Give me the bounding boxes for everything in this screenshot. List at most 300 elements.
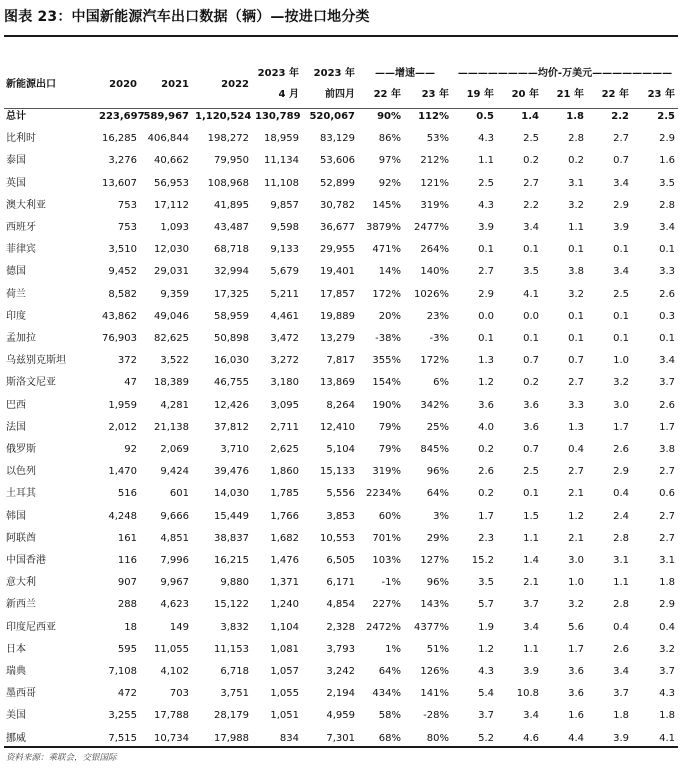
table-cell: 3% <box>433 510 449 522</box>
table-cell: 0.2 <box>523 155 539 167</box>
table-cell: 140% <box>420 266 449 278</box>
table-cell: 0.1 <box>568 310 584 322</box>
table-cell: 130,789 <box>255 111 301 122</box>
table-cell: 172% <box>372 288 401 300</box>
table-cell: 11,134 <box>264 155 299 167</box>
table-cell: 141% <box>420 688 449 700</box>
table-cell: 372 <box>117 355 137 367</box>
table-row <box>4 306 678 328</box>
table-cell: 907 <box>117 577 137 589</box>
table-cell: 1.9 <box>478 621 494 633</box>
table-cell: 3,255 <box>108 710 137 722</box>
table-cell: 0.4 <box>568 444 584 456</box>
table-cell: 0.2 <box>478 444 494 456</box>
table-row <box>4 261 678 283</box>
table-cell: 2.4 <box>613 510 629 522</box>
table-cell: 9,666 <box>160 510 189 522</box>
table-cell: 1,682 <box>270 532 299 544</box>
table-cell: 3.4 <box>523 710 539 722</box>
row-name: 乌兹别克斯坦 <box>6 355 66 367</box>
table-cell: 3.6 <box>568 688 584 700</box>
table-cell: 3.2 <box>568 288 584 300</box>
table-cell: 0.4 <box>613 621 629 633</box>
table-cell: 49,046 <box>154 310 189 322</box>
col-2021: 2021 <box>161 79 189 90</box>
table-cell: 97% <box>378 155 401 167</box>
table-cell: 0.1 <box>568 244 584 256</box>
table-cell: 127% <box>420 555 449 567</box>
top-rule <box>4 35 678 37</box>
row-name: 孟加拉 <box>6 333 36 345</box>
table-cell: 7,996 <box>160 555 189 567</box>
table-cell: 40,662 <box>154 155 189 167</box>
table-cell: 0.1 <box>478 244 494 256</box>
table-cell: 28,179 <box>214 710 249 722</box>
table-row <box>4 528 678 550</box>
table-cell: 9,452 <box>108 266 137 278</box>
table-cell: 4,851 <box>160 532 189 544</box>
table-cell: 1.1 <box>478 155 494 167</box>
table-cell: 1.2 <box>478 377 494 389</box>
table-cell: 5.4 <box>478 688 494 700</box>
table-cell: 96% <box>426 466 449 478</box>
table-cell: 1.0 <box>613 355 629 367</box>
row-name: 韩国 <box>6 510 26 522</box>
row-name: 阿联酋 <box>6 532 36 544</box>
table-row <box>4 661 678 683</box>
table-cell: 0.1 <box>659 333 675 345</box>
table-cell: 212% <box>420 155 449 167</box>
table-cell: 51% <box>426 643 449 655</box>
table-cell: 845% <box>420 444 449 456</box>
row-name: 土耳其 <box>6 488 36 500</box>
table-cell: 198,272 <box>207 133 249 145</box>
table-row <box>4 395 678 417</box>
row-name: 法国 <box>6 421 26 433</box>
table-cell: 64% <box>378 666 401 678</box>
table-cell: 223,697 <box>99 111 145 122</box>
table-cell: 0.7 <box>613 155 629 167</box>
table-cell: 1,860 <box>270 466 299 478</box>
table-cell: 52,899 <box>320 177 355 189</box>
table-cell: 0.2 <box>568 155 584 167</box>
table-cell: 2.1 <box>568 488 584 500</box>
row-name: 菲律宾 <box>6 244 36 256</box>
table-cell: 0.0 <box>478 310 494 322</box>
table-cell: 11,153 <box>214 643 249 655</box>
table-cell: 58% <box>378 710 401 722</box>
table-cell: 25% <box>426 421 449 433</box>
table-cell: 2.6 <box>478 466 494 478</box>
col-price-21: 21 年 <box>556 89 584 100</box>
table-cell: 227% <box>372 599 401 611</box>
table-cell: 2.6 <box>613 444 629 456</box>
table-cell: 1,240 <box>270 599 299 611</box>
row-name: 日本 <box>6 643 26 655</box>
table-cell: 13,869 <box>320 377 355 389</box>
table-cell: 0.0 <box>523 310 539 322</box>
col-2022: 2022 <box>221 79 249 90</box>
table-cell: 1026% <box>414 288 449 300</box>
row-name: 英国 <box>6 177 26 189</box>
table-cell: 43,487 <box>214 222 249 234</box>
table-cell: 13,279 <box>320 333 355 345</box>
table-cell: 18,389 <box>154 377 189 389</box>
table-cell: 92% <box>378 177 401 189</box>
table-cell: 3.2 <box>568 199 584 211</box>
table-cell: 2.5 <box>523 466 539 478</box>
table-cell: 14,030 <box>214 488 249 500</box>
table-cell: 53,606 <box>320 155 355 167</box>
table-cell: 2.1 <box>568 532 584 544</box>
table-cell: 1,051 <box>270 710 299 722</box>
table-row <box>4 217 678 239</box>
table-cell: 29,955 <box>320 244 355 256</box>
row-name: 新西兰 <box>6 599 36 611</box>
row-label-header: 新能源出口 <box>6 79 56 90</box>
table-cell: 1.1 <box>523 532 539 544</box>
table-cell: 319% <box>420 199 449 211</box>
row-name: 澳大利亚 <box>6 199 46 211</box>
table-row <box>4 705 678 727</box>
table-cell: 20% <box>378 310 401 322</box>
row-name: 印度尼西亚 <box>6 621 56 633</box>
table-cell: 143% <box>420 599 449 611</box>
table-cell: -1% <box>381 577 401 589</box>
table-row <box>4 195 678 217</box>
table-cell: 79,950 <box>214 155 249 167</box>
table-cell: 1.0 <box>568 577 584 589</box>
table-cell: 4.4 <box>568 732 584 744</box>
table-cell: 12,410 <box>320 421 355 433</box>
table-cell: 3.2 <box>659 643 675 655</box>
table-cell: 2,012 <box>108 421 137 433</box>
row-name: 德国 <box>6 266 26 278</box>
row-name: 印度 <box>6 310 26 322</box>
table-cell: 0.1 <box>478 333 494 345</box>
table-cell: 3.8 <box>659 444 675 456</box>
table-cell: 149 <box>169 621 189 633</box>
table-cell: 2.9 <box>613 466 629 478</box>
table-cell: 3.4 <box>523 222 539 234</box>
col-price-19: 19 年 <box>466 89 494 100</box>
table-cell: 701% <box>372 532 401 544</box>
table-cell: 1.8 <box>659 710 675 722</box>
table-cell: 3.9 <box>523 666 539 678</box>
table-cell: 3.3 <box>568 399 584 411</box>
table-cell: 1.3 <box>568 421 584 433</box>
table-cell: 43,862 <box>102 310 137 322</box>
table-cell: 1,055 <box>270 688 299 700</box>
table-cell: 5.6 <box>568 621 584 633</box>
table-cell: 1.3 <box>478 355 494 367</box>
table-cell: 3,853 <box>326 510 355 522</box>
col-price-23: 23 年 <box>647 89 675 100</box>
table-cell: 7,515 <box>108 732 137 744</box>
table-cell: 3,510 <box>108 244 137 256</box>
table-cell: 753 <box>117 222 137 234</box>
table-cell: 1,476 <box>270 555 299 567</box>
table-cell: 8,582 <box>108 288 137 300</box>
table-row <box>4 173 678 195</box>
table-cell: 108,968 <box>207 177 249 189</box>
table-cell: 7,108 <box>108 666 137 678</box>
table-cell: 3.9 <box>478 222 494 234</box>
table-cell: 19,401 <box>320 266 355 278</box>
table-cell: 2.5 <box>478 177 494 189</box>
row-name: 总计 <box>6 111 26 122</box>
table-cell: 1.1 <box>613 577 629 589</box>
table-cell: 17,857 <box>320 288 355 300</box>
table-cell: 2.9 <box>659 599 675 611</box>
table-cell: 434% <box>372 688 401 700</box>
table-cell: 32,994 <box>214 266 249 278</box>
table-cell: 50,898 <box>214 333 249 345</box>
table-cell: 9,133 <box>270 244 299 256</box>
table-cell: 0.4 <box>659 621 675 633</box>
table-cell: 4,281 <box>160 399 189 411</box>
table-cell: 3.7 <box>523 599 539 611</box>
table-cell: 9,424 <box>160 466 189 478</box>
table-cell: 30,782 <box>320 199 355 211</box>
table-cell: 3.7 <box>659 377 675 389</box>
table-cell: 355% <box>372 355 401 367</box>
table-cell: 3.5 <box>523 266 539 278</box>
table-cell: 56,953 <box>154 177 189 189</box>
table-cell: 16,285 <box>102 133 137 145</box>
table-cell: 2.9 <box>613 199 629 211</box>
table-cell: 7,301 <box>326 732 355 744</box>
table-row <box>4 506 678 528</box>
table-cell: 37,812 <box>214 421 249 433</box>
table-cell: 41,895 <box>214 199 249 211</box>
table-cell: 18,959 <box>264 133 299 145</box>
table-cell: 2.7 <box>659 510 675 522</box>
table-cell: 1,104 <box>270 621 299 633</box>
table-cell: 0.2 <box>478 488 494 500</box>
table-cell: 0.6 <box>659 488 675 500</box>
table-cell: 58,959 <box>214 310 249 322</box>
table-cell: 21,138 <box>154 421 189 433</box>
export-table <box>4 63 678 750</box>
table-cell: 3.1 <box>659 555 675 567</box>
table-cell: 92 <box>124 444 137 456</box>
table-cell: 406,844 <box>147 133 189 145</box>
table-cell: 4.0 <box>478 421 494 433</box>
table-cell: 79% <box>378 421 401 433</box>
table-cell: 288 <box>117 599 137 611</box>
table-cell: 703 <box>169 688 189 700</box>
table-cell: 38,837 <box>214 532 249 544</box>
table-cell: 342% <box>420 399 449 411</box>
table-cell: 3.4 <box>523 621 539 633</box>
table-cell: 13,607 <box>102 177 137 189</box>
table-cell: 6,171 <box>326 577 355 589</box>
table-cell: 3.4 <box>613 177 629 189</box>
table-cell: 1.1 <box>523 643 539 655</box>
table-cell: 1.8 <box>566 111 584 122</box>
table-cell: 2.7 <box>659 466 675 478</box>
table-row <box>4 239 678 261</box>
table-cell: 834 <box>279 732 299 744</box>
table-cell: 4,102 <box>160 666 189 678</box>
table-row <box>4 683 678 705</box>
col-price-20: 20 年 <box>511 89 539 100</box>
table-cell: 0.7 <box>523 355 539 367</box>
table-cell: 3.6 <box>523 421 539 433</box>
row-name: 挪威 <box>6 732 26 744</box>
row-name: 泰国 <box>6 155 26 167</box>
table-cell: 6% <box>433 377 449 389</box>
table-row <box>4 372 678 394</box>
table-cell: 5.7 <box>478 599 494 611</box>
table-cell: 0.1 <box>523 488 539 500</box>
table-cell: 2.5 <box>613 288 629 300</box>
table-cell: 4.6 <box>523 732 539 744</box>
table-cell: 5,556 <box>326 488 355 500</box>
table-cell: 2.8 <box>613 532 629 544</box>
table-cell: 1.5 <box>523 510 539 522</box>
row-name: 墨西哥 <box>6 688 36 700</box>
table-cell: 3.6 <box>568 666 584 678</box>
table-cell: 36,677 <box>320 222 355 234</box>
table-cell: 2,625 <box>270 444 299 456</box>
table-cell: 3.1 <box>613 555 629 567</box>
row-name: 斯洛文尼亚 <box>6 377 56 389</box>
table-row <box>4 439 678 461</box>
table-cell: -28% <box>423 710 449 722</box>
table-cell: 0.1 <box>523 333 539 345</box>
table-cell: 1.8 <box>613 710 629 722</box>
table-cell: 3,751 <box>220 688 249 700</box>
row-name: 西班牙 <box>6 222 36 234</box>
table-cell: 2.2 <box>611 111 629 122</box>
table-cell: 0.4 <box>613 488 629 500</box>
row-name: 美国 <box>6 710 26 722</box>
table-cell: 16,030 <box>214 355 249 367</box>
table-cell: 3,832 <box>220 621 249 633</box>
table-cell: 4.3 <box>478 666 494 678</box>
table-cell: 3.0 <box>568 555 584 567</box>
table-cell: 14% <box>378 266 401 278</box>
col-2023-year: 2023 年 <box>257 68 299 79</box>
table-cell: 47 <box>124 377 137 389</box>
table-cell: 2,194 <box>326 688 355 700</box>
table-cell: 1% <box>385 643 401 655</box>
table-cell: 154% <box>372 377 401 389</box>
table-cell: 2.6 <box>613 643 629 655</box>
table-cell: 3,522 <box>160 355 189 367</box>
table-cell: 15,133 <box>320 466 355 478</box>
table-cell: 79% <box>378 444 401 456</box>
table-row <box>4 550 678 572</box>
table-cell: -38% <box>375 333 401 345</box>
table-cell: 3.4 <box>659 355 675 367</box>
table-cell: 2,328 <box>326 621 355 633</box>
growth-group-header: ——增速—— <box>375 68 435 79</box>
table-cell: 19,889 <box>320 310 355 322</box>
table-cell: 520,067 <box>309 111 355 122</box>
table-cell: 172% <box>420 355 449 367</box>
table-cell: 0.7 <box>523 444 539 456</box>
table-cell: 3.7 <box>478 710 494 722</box>
table-cell: 1,371 <box>270 577 299 589</box>
col-2023-month: 4 月 <box>278 89 299 100</box>
table-cell: 3.6 <box>478 399 494 411</box>
table-cell: 17,988 <box>214 732 249 744</box>
source-note: 资料来源：乘联会，交银国际 <box>6 753 117 763</box>
table-cell: 2,069 <box>160 444 189 456</box>
col-growth-23: 23 年 <box>421 89 449 100</box>
table-cell: 4.3 <box>478 133 494 145</box>
table-cell: 0.1 <box>613 333 629 345</box>
table-cell: 3.4 <box>613 666 629 678</box>
table-cell: 3879% <box>366 222 401 234</box>
table-cell: 0.3 <box>659 310 675 322</box>
table-cell: 4.1 <box>659 732 675 744</box>
table-cell: 2.7 <box>568 466 584 478</box>
table-cell: 4377% <box>414 621 449 633</box>
table-cell: 1.4 <box>521 111 539 122</box>
table-row <box>4 461 678 483</box>
table-cell: 2.8 <box>568 133 584 145</box>
table-row <box>4 572 678 594</box>
table-cell: 3.3 <box>659 266 675 278</box>
table-cell: 3.5 <box>659 177 675 189</box>
table-cell: 18 <box>124 621 137 633</box>
table-cell: 1.7 <box>478 510 494 522</box>
table-cell: 3.4 <box>659 222 675 234</box>
table-cell: 46,755 <box>214 377 249 389</box>
table-cell: 1,959 <box>108 399 137 411</box>
table-row <box>4 639 678 661</box>
table-cell: 471% <box>372 244 401 256</box>
table-row <box>4 483 678 505</box>
table-cell: 2.7 <box>568 377 584 389</box>
table-cell: 15,449 <box>214 510 249 522</box>
table-cell: 1.7 <box>568 643 584 655</box>
table-cell: 601 <box>169 488 189 500</box>
table-cell: 161 <box>117 532 137 544</box>
col-ytd-bottom: 前四月 <box>325 89 355 100</box>
table-cell: -3% <box>429 333 449 345</box>
col-ytd-top: 2023 年 <box>313 68 355 79</box>
table-cell: 11,108 <box>264 177 299 189</box>
table-cell: 3.2 <box>613 377 629 389</box>
table-row <box>4 150 678 172</box>
table-cell: 3.8 <box>568 266 584 278</box>
table-cell: 2.2 <box>523 199 539 211</box>
table-row <box>4 128 678 150</box>
table-cell: 60% <box>378 510 401 522</box>
table-cell: 2234% <box>366 488 401 500</box>
table-row <box>4 350 678 372</box>
table-cell: 23% <box>426 310 449 322</box>
table-cell: 64% <box>426 488 449 500</box>
table-cell: 595 <box>117 643 137 655</box>
table-cell: 86% <box>378 133 401 145</box>
table-cell: 0.1 <box>613 244 629 256</box>
table-cell: 190% <box>372 399 401 411</box>
table-cell: 145% <box>372 199 401 211</box>
table-cell: 264% <box>420 244 449 256</box>
row-name: 比利时 <box>6 133 36 145</box>
figure-title: 图表 23：中国新能源汽车出口数据（辆）—按进口地分类 <box>4 9 370 25</box>
table-cell: 90% <box>377 111 401 122</box>
table-cell: 0.1 <box>659 244 675 256</box>
table-cell: 10.8 <box>516 688 539 700</box>
table-cell: 10,553 <box>320 532 355 544</box>
